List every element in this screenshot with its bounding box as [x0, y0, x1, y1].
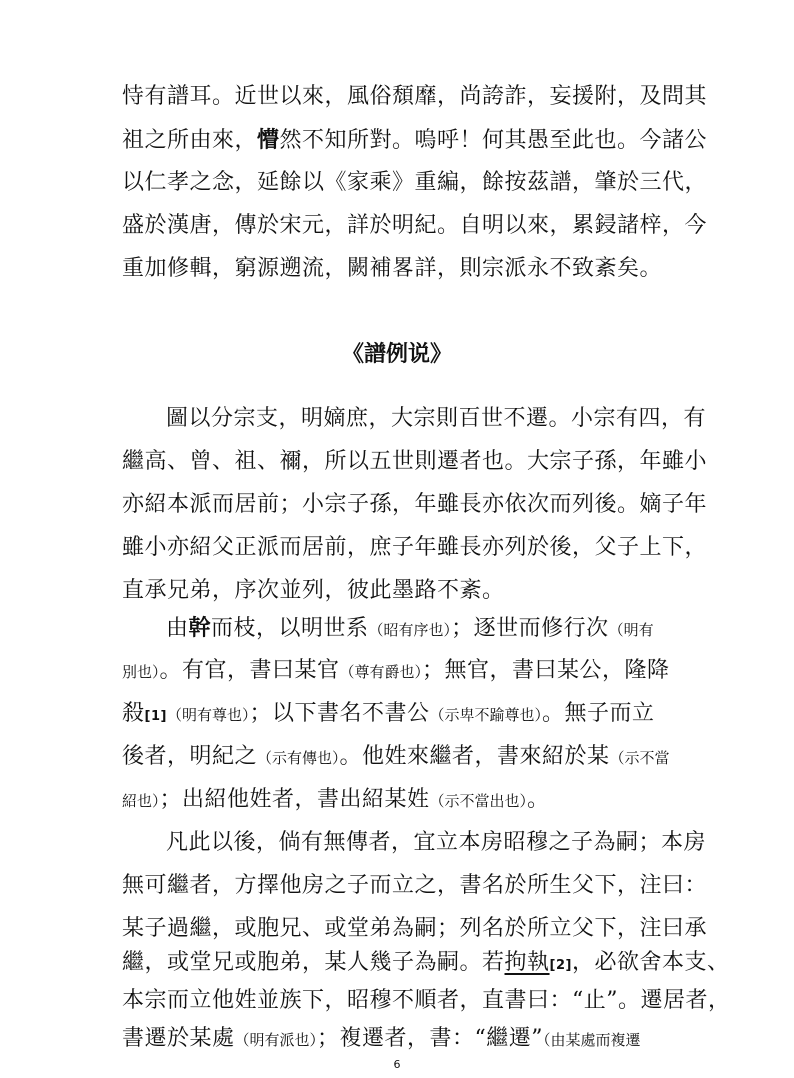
text-line: [122, 125, 707, 156]
text-line: [122, 656, 670, 687]
text-line: [122, 785, 550, 816]
annotation-note: （示不當出也）: [429, 792, 528, 810]
annotation-note: （明有: [608, 621, 654, 639]
text-span: 。他姓來繼者，書來紹於某: [339, 744, 610, 769]
annotation-note: （示不當: [609, 749, 670, 767]
annotation-note: （尊有爵也）: [339, 663, 423, 681]
text-span: 。有官，書曰某官: [159, 658, 340, 683]
annotation-note: （示有傳也）: [257, 749, 340, 767]
text-line: [166, 613, 654, 645]
text-line: 以仁孝之念，延餘以《家乘》重編，餘按茲譜，肇於三代，: [122, 170, 708, 195]
footnote-ref[interactable]: [2]: [549, 958, 572, 973]
text-span: 書遷於某處: [122, 1026, 235, 1051]
text-span: 。無子而立: [542, 701, 655, 726]
underlined-term: 拘執: [504, 950, 550, 975]
annotation-note: （明有尊也）: [166, 706, 250, 724]
annotation-note: （昭有序也）: [368, 621, 452, 639]
text-line: [122, 699, 655, 732]
text-line: 盛於漢唐，傳於宋元，詳於明紀。自明以來，累鋟諸梓，今: [122, 213, 708, 238]
text-span: 。: [527, 787, 550, 812]
page-number: 6: [393, 1058, 401, 1071]
text-span: 祖之所由來，: [122, 128, 258, 153]
text-line: [122, 742, 670, 773]
text-span: 然不知所對。嗚呼！何其愚至此也。今諸公: [279, 128, 708, 153]
text-span: ，必欲舍本支、: [571, 950, 730, 975]
section-title: 《譜例说》: [341, 342, 452, 367]
text-line: 某子過繼，或胞兄、或堂弟為嗣；列名於所立父下，注曰承: [122, 916, 708, 941]
annotation-note: （由某處而複遷: [543, 1031, 641, 1049]
text-span: 而枝，以明世系: [211, 616, 369, 641]
text-line: 圖以分宗支，明嫡庶，大宗則百世不遷。小宗有四，有: [166, 406, 707, 431]
text-line: 本宗而立他姓並族下，昭穆不順者，直書曰：“止”。遷居者，: [122, 988, 731, 1013]
text-span: ；出紹他姓者，書出紹某姓: [159, 787, 430, 812]
text-span: 後者，明紀之: [122, 744, 258, 769]
text-span: ；複遷者，書：“繼遷”: [317, 1026, 544, 1051]
annotation-note: （示卑不踰尊也）: [429, 706, 542, 724]
text-span: ；逐世而修行次: [451, 616, 609, 641]
text-span: 由: [166, 616, 189, 641]
footnote-ref[interactable]: [1]: [144, 709, 167, 724]
bold-character: 懵: [257, 127, 280, 153]
annotation-note: 紹也）: [122, 792, 160, 810]
annotation-note: 別也）: [122, 663, 160, 681]
text-line: 恃有譜耳。近世以來，風俗頹靡，尚誇詐，妄援附，及問其: [122, 84, 708, 109]
text-span: 繼，或堂兄或胞弟，某人幾子為嗣。若: [122, 950, 505, 975]
text-line: [122, 1024, 641, 1055]
text-span: 殺: [122, 701, 145, 726]
text-line: 直承兄弟，序次並列，彼此墨路不紊。: [122, 578, 505, 603]
text-span: ；以下書名不書公: [249, 701, 430, 726]
text-line: 雖小亦紹父正派而居前，庶子年雖長亦列於後，父子上下，: [122, 535, 708, 560]
bold-character: 幹: [188, 615, 212, 641]
text-line: [122, 948, 729, 981]
text-line: 繼高、曾、祖、禰，所以五世則遷者也。大宗子孫，年雖小: [122, 449, 708, 474]
text-line: 無可繼者，方擇他房之子而立之，書名於所生父下，注曰：: [122, 873, 708, 898]
text-line: 凡此以後，倘有無傳者，宜立本房昭穆之子為嗣；本房: [166, 830, 707, 855]
annotation-note: （明有派也）: [234, 1031, 318, 1049]
text-span: ；無官，書曰某公，隆降: [422, 658, 670, 683]
text-line: 亦紹本派而居前；小宗子孫，年雖長亦依次而列後。嫡子年: [122, 492, 708, 517]
text-line: 重加修輯，窮源遡流，闕補畧詳，則宗派永不致紊矣。: [122, 256, 663, 281]
